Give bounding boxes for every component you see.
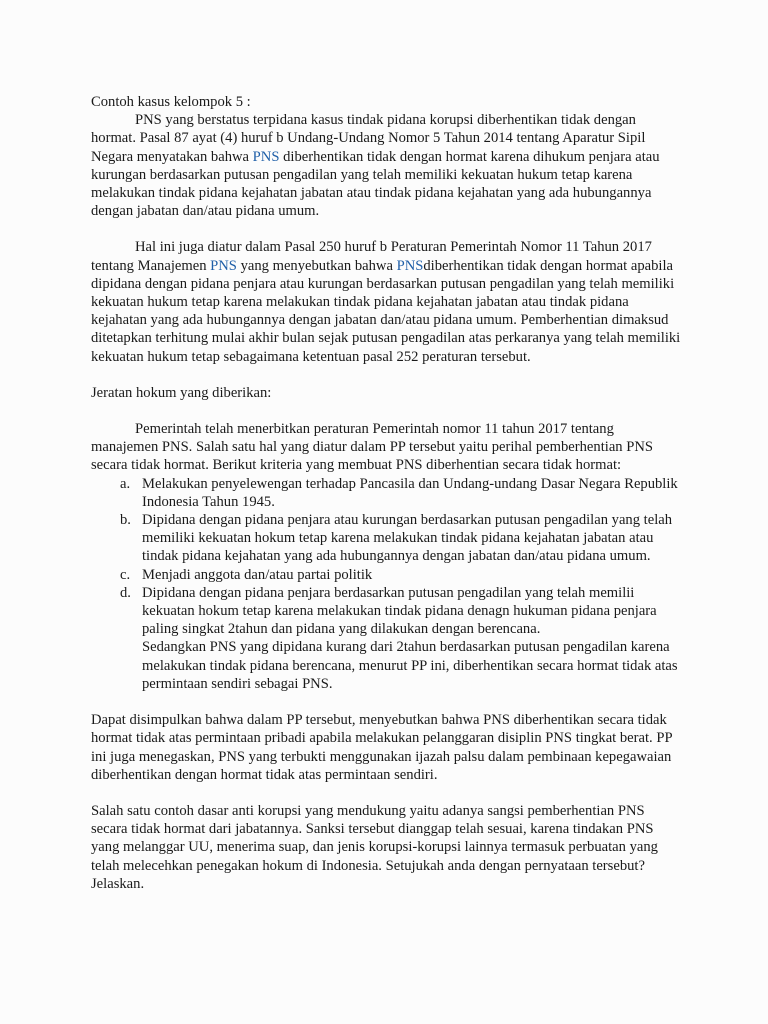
paragraph-1 (91, 111, 681, 220)
document-body (91, 93, 681, 893)
criteria-text: Dipidana dengan pidana penjara atau kurungan berdasarkan putusan pengadilan yang telah memiliki kekuatan hokum tetap karena melakukan tindak pidana kejahatan jabatan atau tindak pidana kejahatan yang ada hubungannya dengan jabatan dan/atau pidana umum. (142, 512, 673, 565)
spacer (91, 220, 681, 238)
criteria-note: Sedangkan PNS yang dipidana kurang dari 2tahun berdasarkan putusan pengadilan karena melakukan tindak pidana berencana, menurut PP ini, diberhentikan secara hormat tidak atas permintaan sendiri sebagai PNS. (142, 639, 678, 692)
pns-link-2[interactable]: PNS (210, 257, 237, 274)
spacer (91, 402, 681, 420)
criteria-list (91, 475, 681, 693)
criteria-text: Dipidana dengan pidana penjara berdasarkan putusan pengadilan yang telah memilii kekuatan hokum tetap karena melakukan tindak pidana denagn hukuman pidana penjara paling singkat 2tahun dan pidana yang dilakukan dengan berencana. (142, 584, 657, 638)
paragraph-question: Salah satu contoh dasar anti korupsi yang mendukung yaitu adanya sangsi pemberhentian PNS secara tidak hormat dari jabatannya. Sanksi tersebut dianggap telah sesuai, karena tindakan PNS yang melanggar UU, menerima suap, dan jenis korupsi-korupsi lainnya termasuk perbuatan yang telah melecehkan penegakan hokum di Indonesia. Setujukah anda dengan pernyataan tersebut? Jelaskan. (91, 802, 658, 892)
section-title-jeratan: Jeratan hokum yang diberikan: (91, 384, 272, 401)
paragraph-1-text-b: diberhentikan tidak dengan hormat karena dihukum penjara atau kurungan berdasarkan putusan pengadilan yang telah memiliki kekuatan hukum tetap karena melakukan tindak pidana kejahatan jabatan atau tindak pidana kejahatan yang ada hubungannya dengan jabatan dan/atau pidana umum. (91, 148, 660, 220)
case-heading: Contoh kasus kelompok 5 : (91, 94, 251, 110)
paragraph-1-text-a: PNS yang berstatus terpidana kasus tindak pidana korupsi diberhentikan tidak dengan hormat. Pasal 87 ayat (4) huruf b Undang-Undang Nomor 5 Tahun 2014 tentang Aparatur Sipil Negara menyatakan bahwa (91, 112, 646, 165)
paragraph-2-text-c: diberhentikan tidak dengan hormat apabila dipidana dengan pidana penjara atau kurungan berdasarkan putusan pengadilan yang telah memiliki kekuatan hukum tetap karena melakukan tindak pidana kejahatan jabatan atau tindak pidana kejahatan yang ada hubungannya dengan jabatan dan/atau pidana umum. Pemberhentian dimaksud ditetapkan terhitung mulai akhir bulan sejak putusan pengadilan atas perkaranya yang telah memiliki kekuatan hukum tetap sebagaimana ketentuan pasal 252 peraturan tersebut. (91, 257, 681, 365)
pns-link-1[interactable]: PNS (252, 148, 280, 165)
spacer (91, 366, 681, 384)
criteria-text: Menjadi anggota dan/atau partai politik (142, 566, 373, 583)
spacer (91, 693, 681, 711)
list-marker: a. (120, 475, 131, 492)
list-marker: c. (120, 566, 131, 583)
criteria-item-c (91, 566, 681, 584)
criteria-item-a (91, 475, 681, 511)
criteria-text: Melakukan penyelewengan terhadap Pancasila dan Undang-undang Dasar Negara Republik Indonesia Tahun 1945. (142, 475, 678, 510)
paragraph-2-text-b: yang menyebutkan bahwa (236, 257, 397, 274)
criteria-item-b (91, 511, 681, 566)
paragraph-3: Pemerintah telah menerbitkan peraturan Pemerintah nomor 11 tahun 2017 tentang manajemen PNS. Salah satu hal yang diatur dalam PP tersebut yaitu perihal pemberhentian PNS secara tidak hormat. Berikut kriteria yang membuat PNS diberhentian secara tidak hormat: (91, 421, 654, 474)
spacer (91, 784, 681, 802)
paragraph-2 (91, 238, 681, 365)
paragraph-2-text-a: Hal ini juga diatur dalam Pasal 250 huruf b Peraturan Pemerintah Nomor 11 Tahun 2017 tentang Manajemen (91, 239, 652, 274)
criteria-item-d (91, 584, 681, 693)
paragraph-conclusion: Dapat disimpulkan bahwa dalam PP tersebut, menyebutkan bahwa PNS diberhentikan secara tidak hormat tidak atas permintaan pribadi apabila melakukan pelanggaran disiplin PNS tingkat berat. PP ini juga menegaskan, PNS yang terbukti menggunakan ijazah palsu dalam pembinaan kepegawaian diberhentikan dengan hormat tidak atas permintaan sendiri. (91, 712, 673, 783)
pns-link-3[interactable]: PNS (396, 257, 424, 274)
list-marker: b. (120, 512, 131, 529)
list-marker: d. (120, 584, 131, 601)
